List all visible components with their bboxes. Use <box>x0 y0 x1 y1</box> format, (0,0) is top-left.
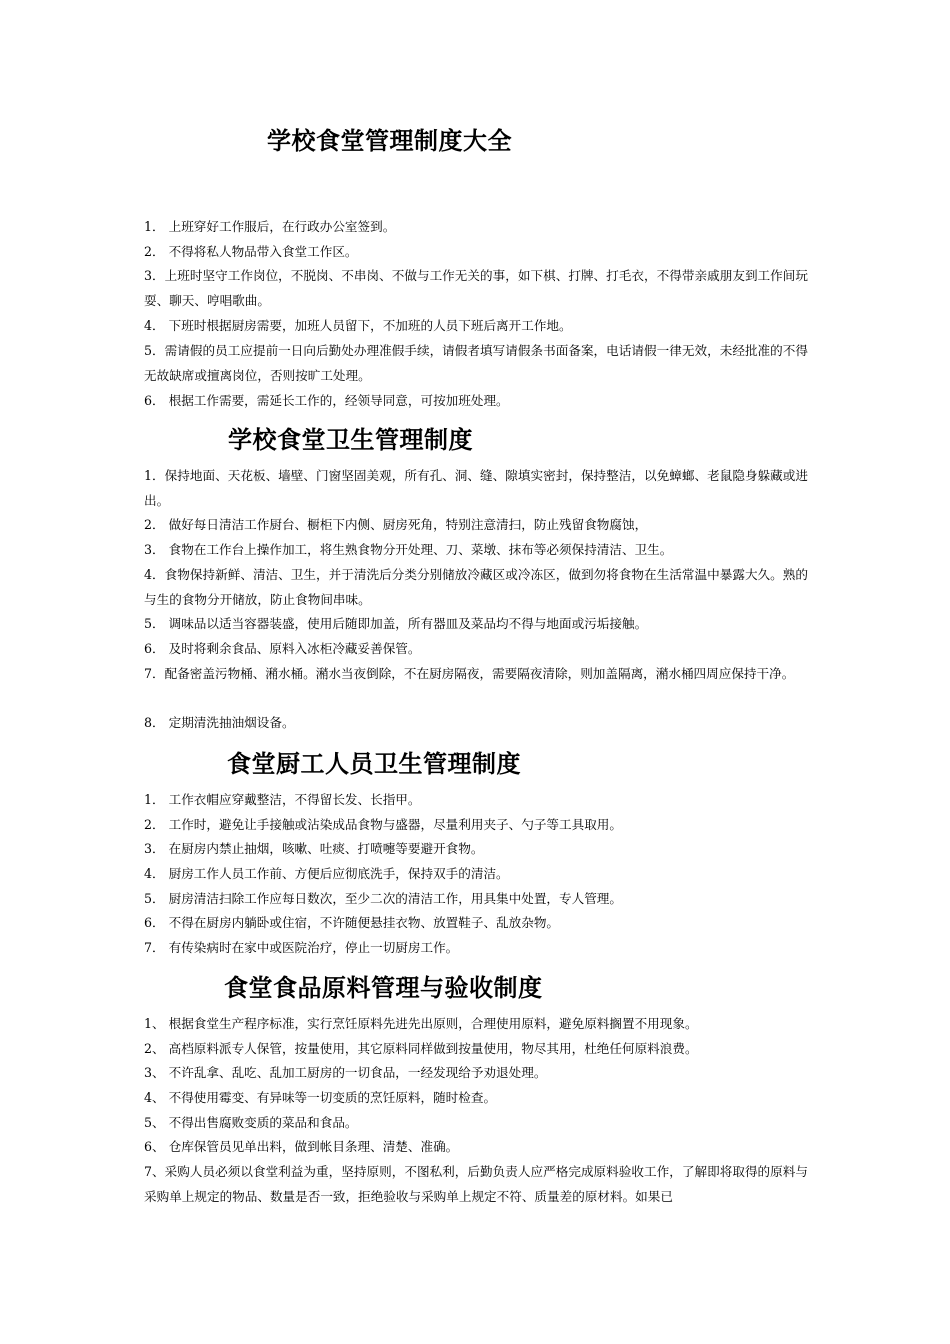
list-item: 3、 不许乱拿、乱吃、乱加工厨房的一切食品，一经发现给予劝退处理。 <box>144 1065 547 1080</box>
list-item: 2． 不得将私人物品带入食堂工作区。 <box>144 244 358 259</box>
list-item: 4． 厨房工作人员工作前、方便后应彻底洗手，保持双手的清洁。 <box>144 866 509 881</box>
list-item: 3． 食物在工作台上操作加工，将生熟食物分开处理、刀、菜墩、抹布等必须保持清洁、卫生。 <box>144 542 673 557</box>
list-item: 7． 有传染病时在家中或医院治疗，停止一切厨房工作。 <box>144 940 459 955</box>
list-item: 6． 根据工作需要，需延长工作的，经领导同意，可按加班处理。 <box>144 393 509 408</box>
list-item: 1、 根据食堂生产程序标准，实行烹饪原料先进先出原则，合理使用原料，避免原料搁置不用现象。 <box>144 1016 698 1031</box>
list-item: 4．食物保持新鲜、清洁、卫生，并于清洗后分类分别储放冷藏区或冷冻区，做到勿将食物在生活常温中暴露大久。熟的与生的食物分开储放，防止食物间串味。 <box>144 567 808 607</box>
list-item: 7、采购人员必须以食堂利益为重，坚持原则，不图私利，后勤负责人应严格完成原料验收工作，了解即将取得的原料与采购单上规定的物品、数量是否一致，拒绝验收与采购单上规定不符、质量差的原材料。如果已 <box>144 1164 808 1204</box>
list-item: 6． 不得在厨房内躺卧或住宿，不许随便悬挂衣物、放置鞋子、乱放杂物。 <box>144 915 560 930</box>
list-item: 6． 及时将剩余食品、原料入冰柜冷藏妥善保管。 <box>144 641 421 656</box>
section-title-kitchen-staff-hygiene: 食堂厨工人员卫生管理制度 <box>227 750 521 778</box>
section-title-canteen-management: 学校食堂管理制度大全 <box>267 127 512 155</box>
list-item: 2． 工作时，避免让手接触或沾染成品食物与盛器，尽量利用夹子、勺子等工具取用。 <box>144 817 622 832</box>
list-item: 8． 定期清洗抽油烟设备。 <box>144 715 295 730</box>
list-item: 1． 工作衣帽应穿戴整洁，不得留长发、长指甲。 <box>144 792 421 807</box>
list-item: 7．配备密盖污物桶、潲水桶。潲水当夜倒除，不在厨房隔夜，需要隔夜清除，则加盖隔离，潲水桶四周应保持干净。 <box>144 666 795 681</box>
list-item: 5． 调味品以适当容器装盛，使用后随即加盖，所有器皿及菜品均不得与地面或污垢接触。 <box>144 616 648 631</box>
list-item: 5． 厨房清洁扫除工作应每日数次，至少二次的清洁工作，用具集中处置，专人管理。 <box>144 891 622 906</box>
list-item: 6、 仓库保管员见单出料，做到帐目条理、清楚、准确。 <box>144 1139 459 1154</box>
list-item: 4． 下班时根据厨房需要，加班人员留下，不加班的人员下班后离开工作地。 <box>144 318 572 333</box>
list-item: 1．保持地面、天花板、墙壁、门窗坚固美观，所有孔、洞、缝、隙填实密封，保持整洁，以免蟑螂、老鼠隐身躲藏或进出。 <box>144 468 808 508</box>
list-item: 3．上班时坚守工作岗位，不脱岗、不串岗、不做与工作无关的事，如下棋、打牌、打毛衣，不得带亲戚朋友到工作间玩耍、聊天、哼唱歌曲。 <box>144 268 808 308</box>
list-item: 2、 高档原料派专人保管，按量使用，其它原料同样做到按量使用，物尽其用，杜绝任何原料浪费。 <box>144 1041 698 1056</box>
section-title-hygiene-management: 学校食堂卫生管理制度 <box>228 426 473 454</box>
list-item: 4、 不得使用霉变、有异味等一切变质的烹饪原料，随时检查。 <box>144 1090 497 1105</box>
list-item: 3． 在厨房内禁止抽烟，咳嗽、吐痰、打喷嚏等要避开食物。 <box>144 841 484 856</box>
section-title-raw-material-acceptance: 食堂食品原料管理与验收制度 <box>224 974 543 1002</box>
list-item: 1． 上班穿好工作服后，在行政办公室签到。 <box>144 219 396 234</box>
list-item: 5、 不得出售腐败变质的菜品和食品。 <box>144 1115 358 1130</box>
list-item: 5．需请假的员工应提前一日向后勤处办理准假手续，请假者填写请假条书面备案，电话请假一律无效，未经批准的不得无故缺席或擅离岗位，否则按旷工处理。 <box>144 343 808 383</box>
list-item: 2． 做好每日清洁工作厨台、橱柜下内侧、厨房死角，特别注意清扫，防止残留食物腐蚀， <box>144 517 648 532</box>
